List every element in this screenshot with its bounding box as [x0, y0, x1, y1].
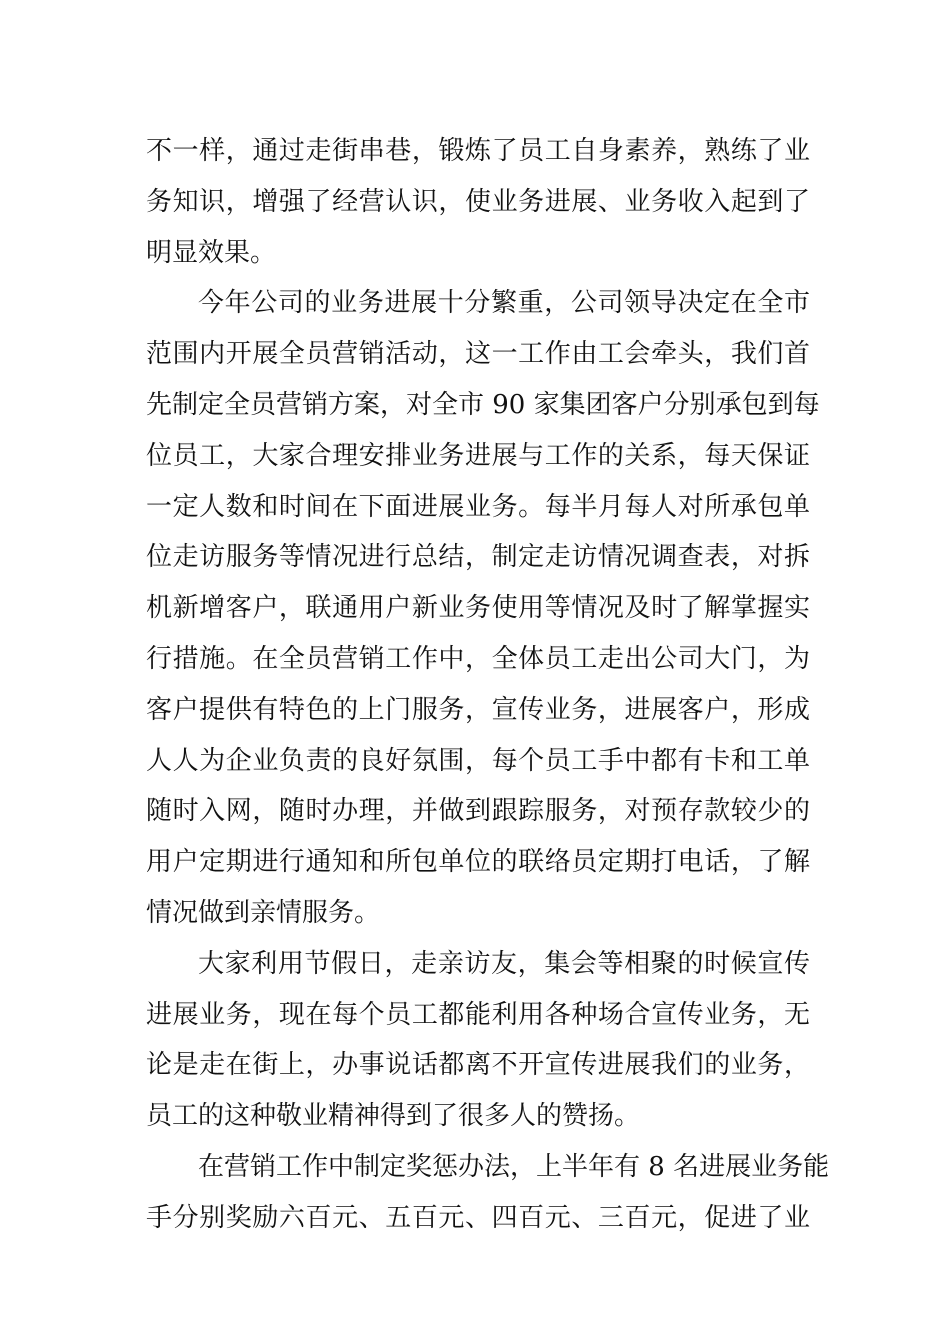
text-line: 人人为企业负责的良好氛围，每个员工手中都有卡和工单: [146, 745, 810, 776]
text-line: 员工的这种敬业精神得到了很多人的赞扬。: [146, 1101, 641, 1132]
text-line: 机新增客户，联通用户新业务使用等情况及时了解掌握实: [146, 593, 810, 624]
text-line: 大家利用节假日，走亲访友，集会等相聚的时候宣传: [198, 948, 810, 979]
text-line: 用户定期进行通知和所包单位的联络员定期打电话，了解: [146, 847, 810, 878]
text-line: 务知识，增强了经营认识，使业务进展、业务收入起到了: [146, 186, 810, 217]
text-line: 随时入网，随时办理，并做到跟踪服务，对预存款较少的: [146, 796, 810, 827]
body-text: [146, 126, 830, 1244]
text-line: 位走访服务等情况进行总结，制定走访情况调查表，对拆: [146, 542, 810, 573]
text-line: 不一样，通过走街串巷，锻炼了员工自身素养，熟练了业: [146, 136, 810, 166]
text-line: 一定人数和时间在下面进展业务。每半月每人对所承包单: [146, 491, 810, 522]
text-line: 论是走在街上，办事说话都离不开宣传进展我们的业务，: [146, 1050, 810, 1081]
text-line: 手分别奖励六百元、五百元、四百元、三百元，促进了业: [146, 1202, 810, 1233]
text-line: 位员工，大家合理安排业务进展与工作的关系，每天保证: [146, 440, 810, 471]
text-line: 情况做到亲情服务。: [146, 897, 381, 928]
text-line: 客户提供有特色的上门服务，宣传业务，进展客户，形成: [146, 694, 810, 725]
text-line: 进展业务，现在每个员工都能利用各种场合宣传业务，无: [146, 999, 810, 1030]
text-line: 先制定全员营销方案，对全市 90 家集团客户分别承包到每: [146, 389, 820, 420]
text-line: 在营销工作中制定奖惩办法，上半年有 8 名进展业务能: [198, 1151, 830, 1182]
text-line: 行措施。在全员营销工作中，全体员工走出公司大门，为: [146, 643, 810, 674]
text-line: 范围内开展全员营销活动，这一工作由工会牵头，我们首: [146, 339, 810, 370]
text-line: 今年公司的业务进展十分繁重，公司领导决定在全市: [198, 288, 810, 319]
text-line: 明显效果。: [146, 237, 277, 268]
